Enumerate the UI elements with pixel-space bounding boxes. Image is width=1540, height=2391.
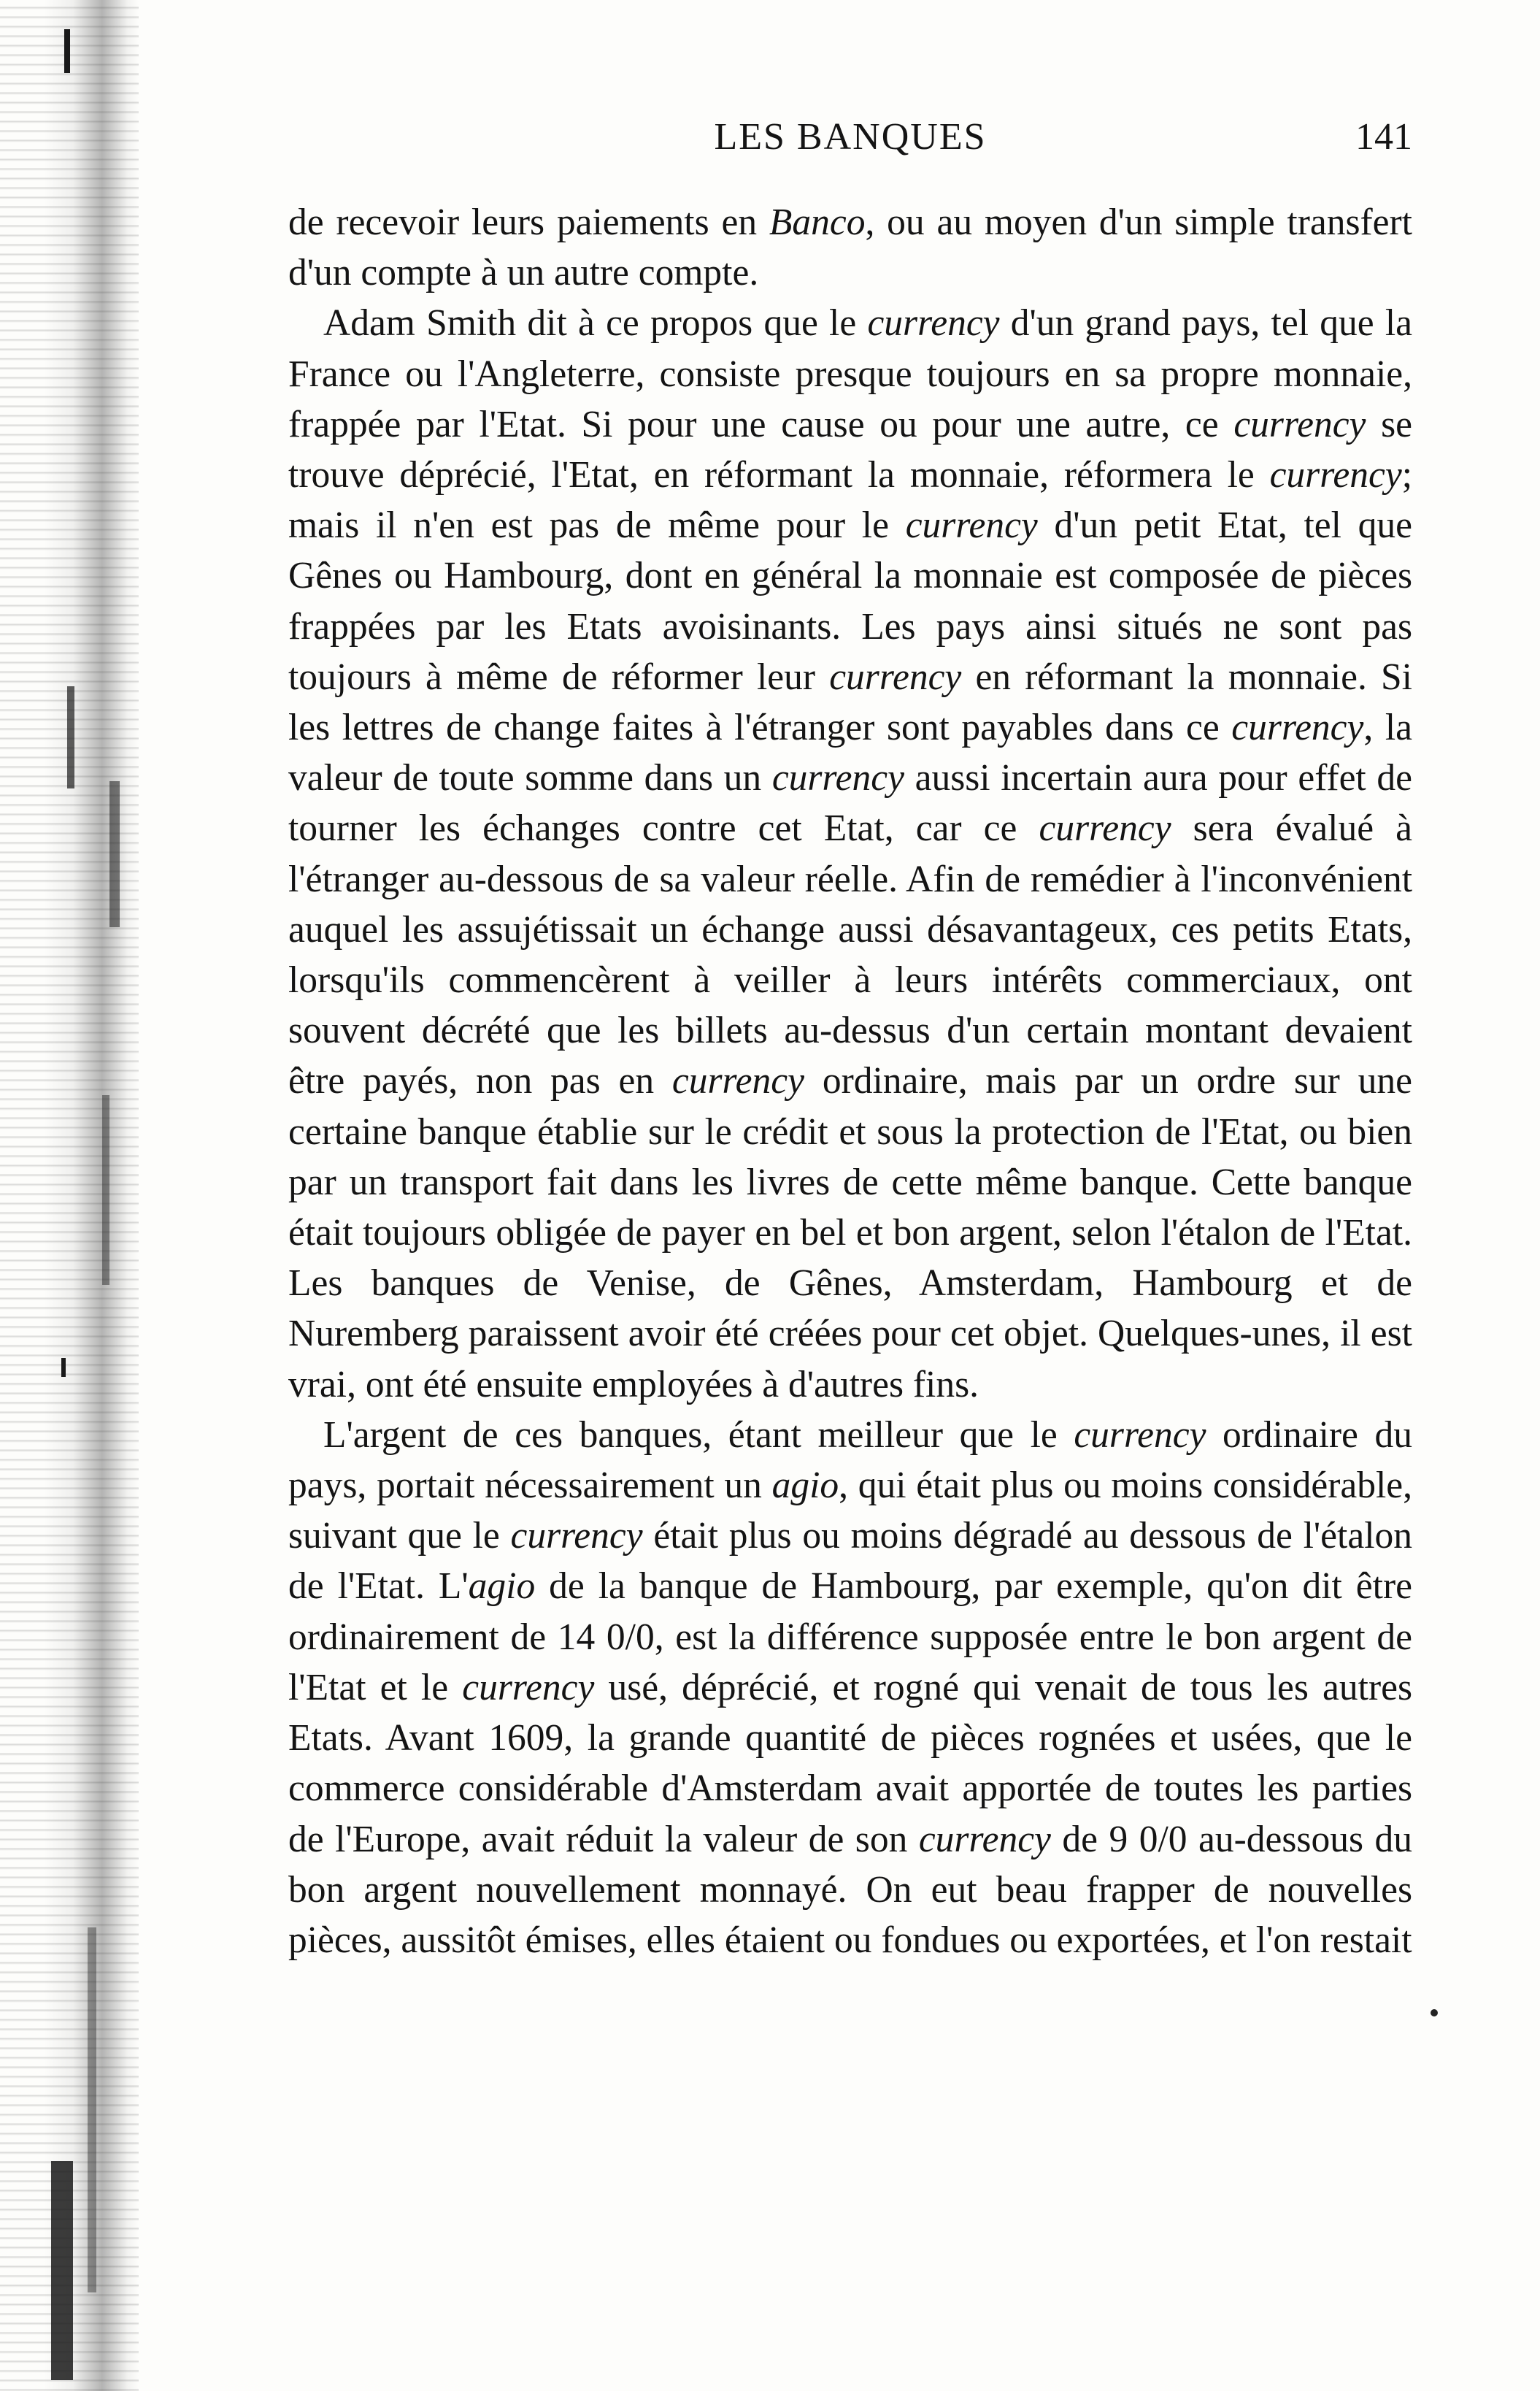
italic-term: currency bbox=[1039, 807, 1171, 850]
page-number: 141 bbox=[1355, 116, 1412, 158]
italic-term: currency bbox=[918, 1818, 1051, 1860]
scan-speck bbox=[64, 29, 70, 73]
body-text bbox=[288, 197, 1412, 1965]
italic-term: currency bbox=[829, 656, 962, 698]
italic-term: currency bbox=[1231, 707, 1364, 749]
italic-term: currency bbox=[1074, 1413, 1206, 1456]
text-run: ordinaire, mais par un ordre sur une certaine banque établie sur le crédit et sous la protection de l'Etat, ou bien par un transport fait dans les livres de cette même banque. Cette banque était toujours obligée de payer en bel et bon argent, selon l'étalon de l'Etat. Les banques de Venise, de Gênes, Amsterdam, Hambourg et de Nuremberg paraissent avoir été créées pour cet objet. Quelques-unes, il est vrai, ont été ensuite employées à d'autres fins. bbox=[288, 1060, 1412, 1405]
text-run: usé, déprécié, et rogné qui venait de tous les autres Etats. Avant 1609, la grande quantité de pièces rognées et usées, que le commerce considérable d'Amsterdam avait apportée de toutes les parties de l'Europe, avait réduit la valeur de son bbox=[288, 1666, 1412, 1860]
text-run: d'un grand pays, tel que la France ou l'Angleterre, consiste presque toujours en sa propre monnaie, frappée par l'Etat. Si pour une cause ou pour une autre, ce bbox=[288, 302, 1412, 445]
italic-term: agio bbox=[771, 1465, 839, 1507]
page-header bbox=[288, 115, 1412, 174]
running-title: LES BANQUES bbox=[714, 116, 987, 158]
binding-shadow bbox=[0, 0, 139, 2391]
scan-speck bbox=[88, 1927, 96, 2292]
text-run: se trouve déprécié, l'Etat, en réformant la monnaie, réformera le bbox=[288, 403, 1412, 496]
text-run: Adam Smith dit à ce propos que le bbox=[323, 302, 868, 345]
italic-term: currency bbox=[671, 1060, 805, 1102]
text-run: sera évalué à l'étranger au-dessous de sa valeur réelle. Afin de remédier à l'inconvénient auquel les assujétissait un échange aussi désavantageux, ces petits Etats, lorsqu'ils commencèrent à veiller à leurs intérêts commerciaux, ont souvent décrété que les billets au-dessus d'un certain montant devaient être payés, non pas en bbox=[288, 807, 1412, 1102]
text-run: de recevoir leurs paiements en bbox=[288, 202, 769, 243]
italic-term: currency bbox=[510, 1515, 643, 1557]
text-run: était plus ou moins dégradé au dessous de l'étalon de l'Etat. L' bbox=[288, 1515, 1413, 1608]
italic-term: currency bbox=[1233, 403, 1366, 445]
scan-speck bbox=[109, 781, 120, 927]
text-run: , ou au moyen d'un simple transfert d'un compte à un autre compte. bbox=[288, 202, 1412, 294]
italic-term: currency bbox=[1269, 454, 1402, 496]
italic-term: currency bbox=[867, 302, 1000, 345]
text-run: d'un petit Etat, tel que Gênes ou Hambourg, dont en général la monnaie est composée de pièces frappées par les Etats avoisinants. Les pays ainsi situés ne sont pas toujours à même de réformer leur bbox=[288, 504, 1412, 698]
text-run: de 9 0/0 au-dessous du bon argent nouvellement monnayé. On eut beau frapper de nouvelles pièces, aussitôt émises, elles étaient ou fondues ou exportées, et l'on restait bbox=[288, 1818, 1412, 1961]
scan-speck bbox=[102, 1095, 109, 1285]
scan-speck bbox=[51, 2161, 73, 2380]
italic-term: Banco bbox=[769, 202, 866, 243]
scan-speck bbox=[67, 686, 74, 788]
text-run: , qui était plus ou moins considérable, suivant que le bbox=[288, 1465, 1413, 1557]
paragraph bbox=[288, 1410, 1412, 1965]
text-run: en réformant la monnaie. Si les lettres de change faites à l'étranger sont payables dans ce bbox=[288, 656, 1412, 749]
paragraph bbox=[288, 197, 1412, 298]
italic-term: agio bbox=[468, 1565, 536, 1608]
scan-speck bbox=[1431, 2009, 1438, 2016]
paragraph bbox=[288, 298, 1412, 1409]
italic-term: currency bbox=[462, 1666, 595, 1708]
scan-speck bbox=[61, 1358, 66, 1377]
text-run: ordinaire du pays, portait nécessairement un bbox=[288, 1413, 1412, 1507]
text-run: aussi incertain aura pour effet de tourner les échanges contre cet Etat, car ce bbox=[288, 757, 1412, 850]
text-run: L'argent de ces banques, étant meilleur que le bbox=[323, 1413, 1074, 1456]
text-run: , la valeur de toute somme dans un bbox=[288, 707, 1412, 799]
italic-term: currency bbox=[905, 504, 1038, 547]
text-run: ; mais il n'en est pas de même pour le bbox=[288, 454, 1412, 547]
italic-term: currency bbox=[771, 757, 904, 799]
text-run: de la banque de Hambourg, par exemple, qu'on dit être ordinairement de 14 0/0, est la différence supposée entre le bon argent de l'Etat et le bbox=[288, 1565, 1412, 1708]
